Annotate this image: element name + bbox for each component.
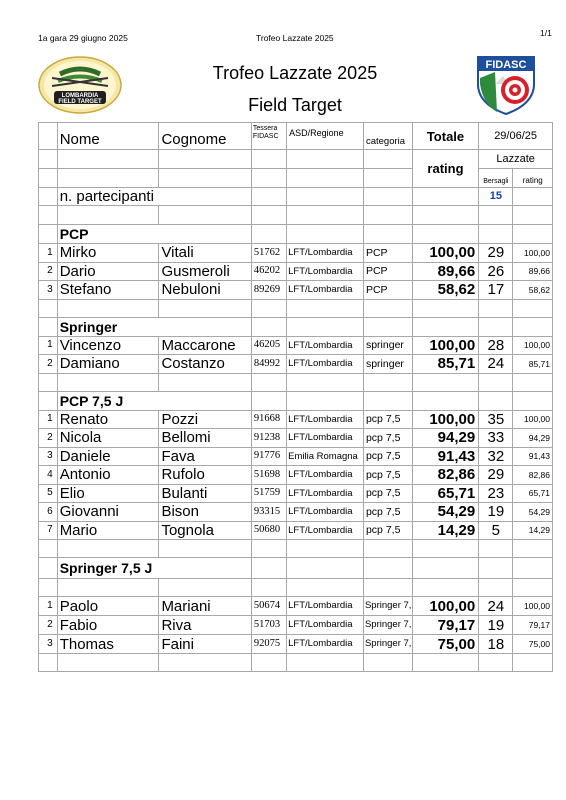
empty-cell: [363, 317, 412, 336]
empty-cell: [412, 540, 478, 558]
empty-cell: [479, 317, 513, 336]
empty-cell: [39, 299, 58, 317]
col-rating: rating: [412, 150, 478, 188]
table-row: [39, 503, 553, 522]
total-cell: 58,62: [412, 281, 478, 300]
empty-cell: [251, 654, 286, 672]
rating-cell: 100,00: [513, 244, 553, 263]
empty-cell: [513, 654, 553, 672]
targets-cell: 23: [479, 484, 513, 503]
total-cell: 94,29: [412, 429, 478, 448]
rating-cell: 91,43: [513, 447, 553, 466]
empty-cell: [412, 299, 478, 317]
header-event-date: 1a gara 29 giugno 2025: [38, 33, 128, 43]
membership-cell: 84992: [251, 355, 286, 374]
targets-cell: 33: [479, 429, 513, 448]
empty-cell: [287, 317, 364, 336]
empty-cell: [363, 579, 412, 597]
participants-count: 15: [479, 188, 513, 206]
category-cell: springer: [363, 336, 412, 355]
col-bersagli: Bersagli: [479, 169, 513, 188]
club-region-cell: LFT/Lombardia: [287, 429, 364, 448]
first-name-cell: Giovanni: [57, 503, 159, 522]
category-cell: PCP: [363, 262, 412, 281]
rank-cell: 3: [39, 281, 58, 300]
empty-cell: [287, 654, 364, 672]
category-cell: springer: [363, 355, 412, 374]
empty-cell: [412, 317, 478, 336]
membership-cell: 51762: [251, 244, 286, 263]
last-name-cell: Pozzi: [159, 410, 251, 429]
col-tessera: [251, 123, 286, 150]
empty-cell: [287, 225, 364, 244]
total-cell: 65,71: [412, 484, 478, 503]
club-region-cell: LFT/Lombardia: [287, 616, 364, 635]
membership-cell: 51759: [251, 484, 286, 503]
col-categoria: categoria: [363, 123, 412, 150]
group-name: PCP 7,5 J: [57, 391, 251, 410]
empty-cell: [39, 317, 58, 336]
first-name-cell: Mirko: [57, 244, 159, 263]
targets-cell: 24: [479, 355, 513, 374]
table-row: [39, 466, 553, 485]
rank-cell: 3: [39, 447, 58, 466]
empty-cell: [479, 391, 513, 410]
empty-cell: [412, 391, 478, 410]
first-name-cell: Elio: [57, 484, 159, 503]
club-region-cell: LFT/Lombardia: [287, 262, 364, 281]
membership-cell: 92075: [251, 635, 286, 654]
table-row: [39, 429, 553, 448]
table-row: [39, 281, 553, 300]
club-region-cell: LFT/Lombardia: [287, 355, 364, 374]
first-name-cell: Fabio: [57, 616, 159, 635]
last-name-cell: Tognola: [159, 521, 251, 540]
rating-cell: 89,66: [513, 262, 553, 281]
category-cell: pcp 7,5: [363, 429, 412, 448]
rank-cell: 2: [39, 616, 58, 635]
last-name-cell: Faini: [159, 635, 251, 654]
empty-cell: [251, 540, 286, 558]
last-name-cell: Fava: [159, 447, 251, 466]
empty-cell: [39, 558, 58, 579]
header-row: [39, 123, 553, 150]
rating-cell: 100,00: [513, 410, 553, 429]
last-name-cell: Costanzo: [159, 355, 251, 374]
last-name-cell: Nebuloni: [159, 281, 251, 300]
club-region-cell: LFT/Lombardia: [287, 484, 364, 503]
empty-cell: [479, 579, 513, 597]
targets-cell: 18: [479, 635, 513, 654]
col-event: Lazzate: [479, 150, 553, 169]
first-name-cell: Antonio: [57, 466, 159, 485]
club-region-cell: LFT/Lombardia: [287, 521, 364, 540]
rating-cell: 75,00: [513, 635, 553, 654]
first-name-cell: Paolo: [57, 597, 159, 616]
spacer-row: [39, 373, 553, 391]
page-title: Trofeo Lazzate 2025: [212, 63, 378, 83]
empty-cell: [363, 225, 412, 244]
table-row: [39, 635, 553, 654]
empty-cell: [363, 540, 412, 558]
first-name-cell: Vincenzo: [57, 336, 159, 355]
club-region-cell: LFT/Lombardia: [287, 466, 364, 485]
targets-cell: 29: [479, 244, 513, 263]
category-cell: Springer 7,: [363, 616, 412, 635]
targets-cell: 29: [479, 466, 513, 485]
col-cognome: Cognome: [159, 123, 251, 150]
empty-cell: [251, 317, 286, 336]
table-row: [39, 355, 553, 374]
empty-cell: [513, 317, 553, 336]
club-region-cell: LFT/Lombardia: [287, 503, 364, 522]
group-header-row: [39, 391, 553, 410]
spacer-row: [39, 540, 553, 558]
last-name-cell: Bellomi: [159, 429, 251, 448]
table-row: [39, 521, 553, 540]
empty-cell: [159, 299, 251, 317]
membership-cell: 93315: [251, 503, 286, 522]
col-rating-small: rating: [513, 169, 553, 188]
page-subtitle: Field Target: [248, 95, 342, 115]
spacer-row: [39, 299, 553, 317]
membership-cell: 91776: [251, 447, 286, 466]
empty-cell: [159, 206, 251, 225]
membership-cell: 46202: [251, 262, 286, 281]
empty-cell: [363, 391, 412, 410]
club-region-cell: LFT/Lombardia: [287, 336, 364, 355]
total-cell: 14,29: [412, 521, 478, 540]
club-region-cell: LFT/Lombardia: [287, 281, 364, 300]
empty-cell: [287, 558, 364, 579]
rank-cell: 2: [39, 355, 58, 374]
membership-cell: 91668: [251, 410, 286, 429]
rank-cell: 6: [39, 503, 58, 522]
targets-cell: 19: [479, 616, 513, 635]
empty-cell: [39, 373, 58, 391]
first-name-cell: Mario: [57, 521, 159, 540]
table-row: [39, 597, 553, 616]
table-row: [39, 262, 553, 281]
category-cell: pcp 7,5: [363, 503, 412, 522]
empty-cell: [251, 206, 286, 225]
spacer-row: [39, 579, 553, 597]
table-row: [39, 410, 553, 429]
empty-cell: [39, 579, 58, 597]
first-name-cell: Nicola: [57, 429, 159, 448]
membership-cell: 91238: [251, 429, 286, 448]
empty-cell: [363, 558, 412, 579]
empty-cell: [39, 206, 58, 225]
col-date: 29/06/25: [479, 123, 553, 150]
category-cell: pcp 7,5: [363, 484, 412, 503]
empty-cell: [159, 654, 251, 672]
last-name-cell: Riva: [159, 616, 251, 635]
rating-cell: 58,62: [513, 281, 553, 300]
empty-cell: [412, 558, 478, 579]
empty-cell: [251, 299, 286, 317]
empty-cell: [57, 373, 159, 391]
first-name-cell: Daniele: [57, 447, 159, 466]
results-table: [38, 122, 553, 672]
spacer-row: [39, 654, 553, 672]
rating-cell: 79,17: [513, 616, 553, 635]
empty-cell: [287, 373, 364, 391]
spacer-row: [39, 206, 553, 225]
membership-cell: 50680: [251, 521, 286, 540]
empty-cell: [479, 540, 513, 558]
rank-cell: 7: [39, 521, 58, 540]
empty-cell: [287, 299, 364, 317]
membership-cell: 50674: [251, 597, 286, 616]
rank-cell: 1: [39, 410, 58, 429]
rating-cell: 65,71: [513, 484, 553, 503]
last-name-cell: Mariani: [159, 597, 251, 616]
first-name-cell: Renato: [57, 410, 159, 429]
participants-row: [39, 188, 553, 206]
targets-cell: 35: [479, 410, 513, 429]
category-cell: PCP: [363, 244, 412, 263]
empty-cell: [363, 206, 412, 225]
total-cell: 100,00: [412, 244, 478, 263]
page-number: 1/1: [540, 28, 552, 38]
rank-cell: 5: [39, 484, 58, 503]
empty-cell: [412, 373, 478, 391]
rating-cell: 82,86: [513, 466, 553, 485]
empty-cell: [513, 540, 553, 558]
total-cell: 85,71: [412, 355, 478, 374]
total-cell: 75,00: [412, 635, 478, 654]
total-cell: 82,86: [412, 466, 478, 485]
group-name: Springer 7,5 J: [57, 558, 251, 579]
targets-cell: 28: [479, 336, 513, 355]
empty-cell: [287, 391, 364, 410]
first-name-cell: Thomas: [57, 635, 159, 654]
group-header-row: [39, 225, 553, 244]
empty-cell: [363, 299, 412, 317]
last-name-cell: Bison: [159, 503, 251, 522]
rating-cell: 14,29: [513, 521, 553, 540]
empty-cell: [412, 579, 478, 597]
empty-cell: [57, 579, 159, 597]
rating-cell: 100,00: [513, 336, 553, 355]
empty-cell: [39, 540, 58, 558]
empty-cell: [39, 391, 58, 410]
empty-cell: [513, 225, 553, 244]
total-cell: 100,00: [412, 410, 478, 429]
col-totale: Totale: [412, 123, 478, 150]
rank-cell: 1: [39, 597, 58, 616]
club-region-cell: Emilia Romagna: [287, 447, 364, 466]
targets-cell: 24: [479, 597, 513, 616]
rank-cell: 4: [39, 466, 58, 485]
total-cell: 54,29: [412, 503, 478, 522]
empty-cell: [57, 540, 159, 558]
table-row: [39, 447, 553, 466]
category-cell: PCP: [363, 281, 412, 300]
empty-cell: [479, 299, 513, 317]
targets-cell: 5: [479, 521, 513, 540]
last-name-cell: Bulanti: [159, 484, 251, 503]
group-name: PCP: [57, 225, 251, 244]
table-row: [39, 336, 553, 355]
empty-cell: [412, 654, 478, 672]
empty-cell: [251, 391, 286, 410]
club-region-cell: LFT/Lombardia: [287, 597, 364, 616]
empty-cell: [57, 299, 159, 317]
empty-cell: [479, 206, 513, 225]
club-region-cell: LFT/Lombardia: [287, 410, 364, 429]
targets-cell: 26: [479, 262, 513, 281]
empty-cell: [513, 299, 553, 317]
table-row: [39, 484, 553, 503]
empty-cell: [251, 373, 286, 391]
empty-cell: [479, 373, 513, 391]
total-cell: 89,66: [412, 262, 478, 281]
svg-text:FIELD TARGET: FIELD TARGET: [58, 99, 102, 105]
empty-cell: [513, 558, 553, 579]
total-cell: 91,43: [412, 447, 478, 466]
last-name-cell: Maccarone: [159, 336, 251, 355]
targets-cell: 32: [479, 447, 513, 466]
rating-cell: 54,29: [513, 503, 553, 522]
empty-cell: [57, 206, 159, 225]
club-region-cell: LFT/Lombardia: [287, 635, 364, 654]
empty-cell: [363, 373, 412, 391]
col-fidasc-label: FIDASC: [252, 132, 279, 140]
membership-cell: 51703: [251, 616, 286, 635]
club-region-cell: LFT/Lombardia: [287, 244, 364, 263]
rank-cell: 2: [39, 429, 58, 448]
svg-text:LOMBARDIA: LOMBARDIA: [61, 93, 99, 99]
rank-cell: 1: [39, 336, 58, 355]
total-cell: 100,00: [412, 597, 478, 616]
participants-label: n. partecipanti: [57, 188, 251, 206]
first-name-cell: Dario: [57, 262, 159, 281]
empty-cell: [287, 579, 364, 597]
last-name-cell: Vitali: [159, 244, 251, 263]
first-name-cell: Damiano: [57, 355, 159, 374]
last-name-cell: Gusmeroli: [159, 262, 251, 281]
total-cell: 100,00: [412, 336, 478, 355]
table-row: [39, 616, 553, 635]
empty-cell: [479, 225, 513, 244]
category-cell: pcp 7,5: [363, 466, 412, 485]
empty-cell: [363, 654, 412, 672]
category-cell: pcp 7,5: [363, 521, 412, 540]
group-name: Springer: [57, 317, 251, 336]
empty-cell: [412, 225, 478, 244]
empty-cell: [159, 373, 251, 391]
rank-cell: 3: [39, 635, 58, 654]
targets-cell: 19: [479, 503, 513, 522]
empty-cell: [39, 654, 58, 672]
group-header-row: [39, 317, 553, 336]
group-header-row: [39, 558, 553, 579]
empty-cell: [513, 579, 553, 597]
empty-cell: [159, 540, 251, 558]
empty-cell: [251, 225, 286, 244]
last-name-cell: Rufolo: [159, 466, 251, 485]
empty-cell: [287, 206, 364, 225]
empty-cell: [513, 391, 553, 410]
empty-cell: [479, 558, 513, 579]
category-cell: pcp 7,5: [363, 410, 412, 429]
membership-cell: 89269: [251, 281, 286, 300]
empty-cell: [57, 654, 159, 672]
category-cell: Springer 7,: [363, 597, 412, 616]
total-cell: 79,17: [412, 616, 478, 635]
col-asd: ASD/Regione: [287, 123, 364, 150]
membership-cell: 46205: [251, 336, 286, 355]
empty-cell: [251, 558, 286, 579]
empty-cell: [513, 373, 553, 391]
first-name-cell: Stefano: [57, 281, 159, 300]
empty-cell: [251, 579, 286, 597]
rank-cell: 1: [39, 244, 58, 263]
col-nome: Nome: [57, 123, 159, 150]
category-cell: pcp 7,5: [363, 447, 412, 466]
svg-text:FIDASC: FIDASC: [485, 59, 527, 71]
membership-cell: 51698: [251, 466, 286, 485]
header-event-name: Trofeo Lazzate 2025: [256, 33, 334, 43]
rating-cell: 100,00: [513, 597, 553, 616]
rating-cell: 85,71: [513, 355, 553, 374]
fidasc-logo: [475, 54, 537, 116]
empty-cell: [39, 225, 58, 244]
empty-cell: [513, 206, 553, 225]
rank-cell: 2: [39, 262, 58, 281]
table-row: [39, 244, 553, 263]
empty-cell: [479, 654, 513, 672]
empty-cell: [159, 579, 251, 597]
empty-cell: [287, 540, 364, 558]
col-tessera-label: Tessera: [252, 125, 278, 132]
rating-cell: 94,29: [513, 429, 553, 448]
empty-cell: [412, 206, 478, 225]
lombardia-field-target-logo: [38, 56, 122, 114]
targets-cell: 17: [479, 281, 513, 300]
category-cell: Springer 7,: [363, 635, 412, 654]
